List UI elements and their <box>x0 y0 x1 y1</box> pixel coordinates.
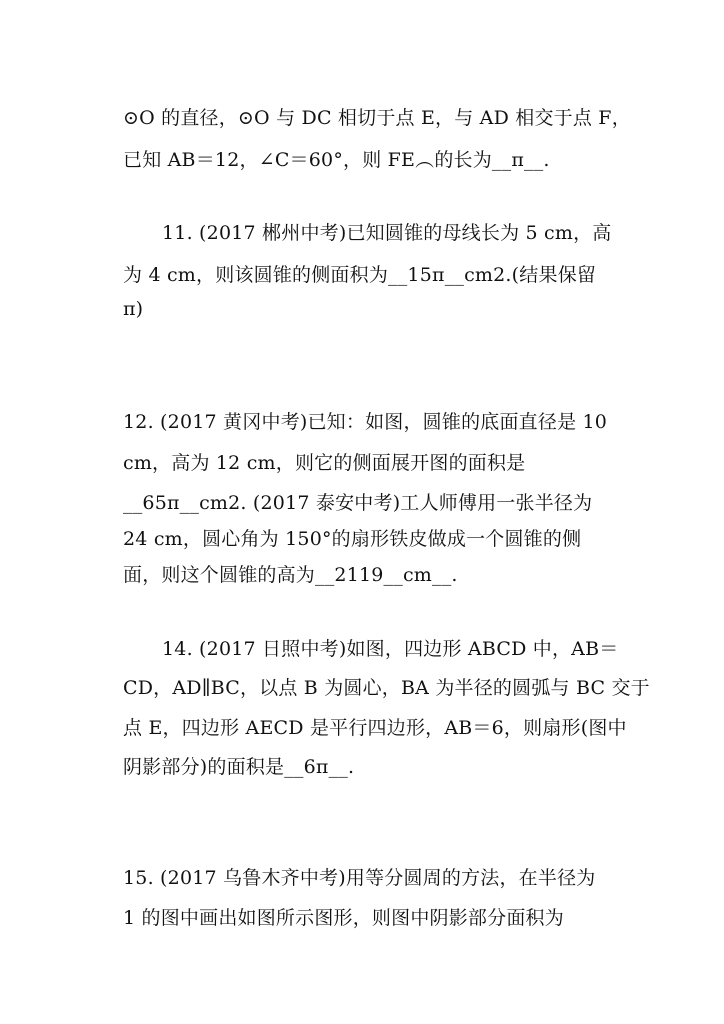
question-13-line-1: 24 cm，圆心角为 150°的扇形铁皮做成一个圆锥的侧 <box>123 528 582 550</box>
question-15-line-1: 15. (2017 乌鲁木齐中考)用等分圆周的方法，在半径为 <box>123 867 596 889</box>
question-14-line-4: 阴影部分)的面积是__6π__. <box>123 756 355 778</box>
text-line-2: 已知 AB＝12，∠C＝60°，则 FE︵的长为__π__. <box>123 149 550 171</box>
question-12-line-2: cm，高为 12 cm，则它的侧面展开图的面积是 <box>123 452 526 474</box>
question-11-line-2: 为 4 cm，则该圆锥的侧面积为__15π__cm2.(结果保留 <box>123 264 597 286</box>
question-12-line-1: 12. (2017 黄冈中考)已知：如图，圆锥的底面直径是 10 <box>123 411 608 433</box>
question-14-line-2: CD，AD∥BC，以点 B 为圆心，BA 为半径的圆弧与 BC 交于 <box>123 677 650 699</box>
text-line-1: ⊙O 的直径，⊙O 与 DC 相切于点 E，与 AD 相交于点 F， <box>123 107 631 129</box>
question-14-line-3: 点 E，四边形 AECD 是平行四边形，AB＝6，则扇形(图中 <box>123 717 627 739</box>
question-11-line-1: 11. (2017 郴州中考)已知圆锥的母线长为 5 cm，高 <box>162 222 612 244</box>
question-11-line-3: π) <box>123 298 144 320</box>
question-15-line-2: 1 的图中画出如图所示图形，则图中阴影部分面积为 <box>123 907 564 929</box>
question-14-line-1: 14. (2017 日照中考)如图，四边形 ABCD 中，AB＝ <box>162 638 619 660</box>
question-12-line-3: __65π__cm2. (2017 泰安中考)工人师傅用一张半径为 <box>123 492 593 514</box>
question-13-line-2: 面，则这个圆锥的高为__2119__cm__. <box>123 564 458 586</box>
